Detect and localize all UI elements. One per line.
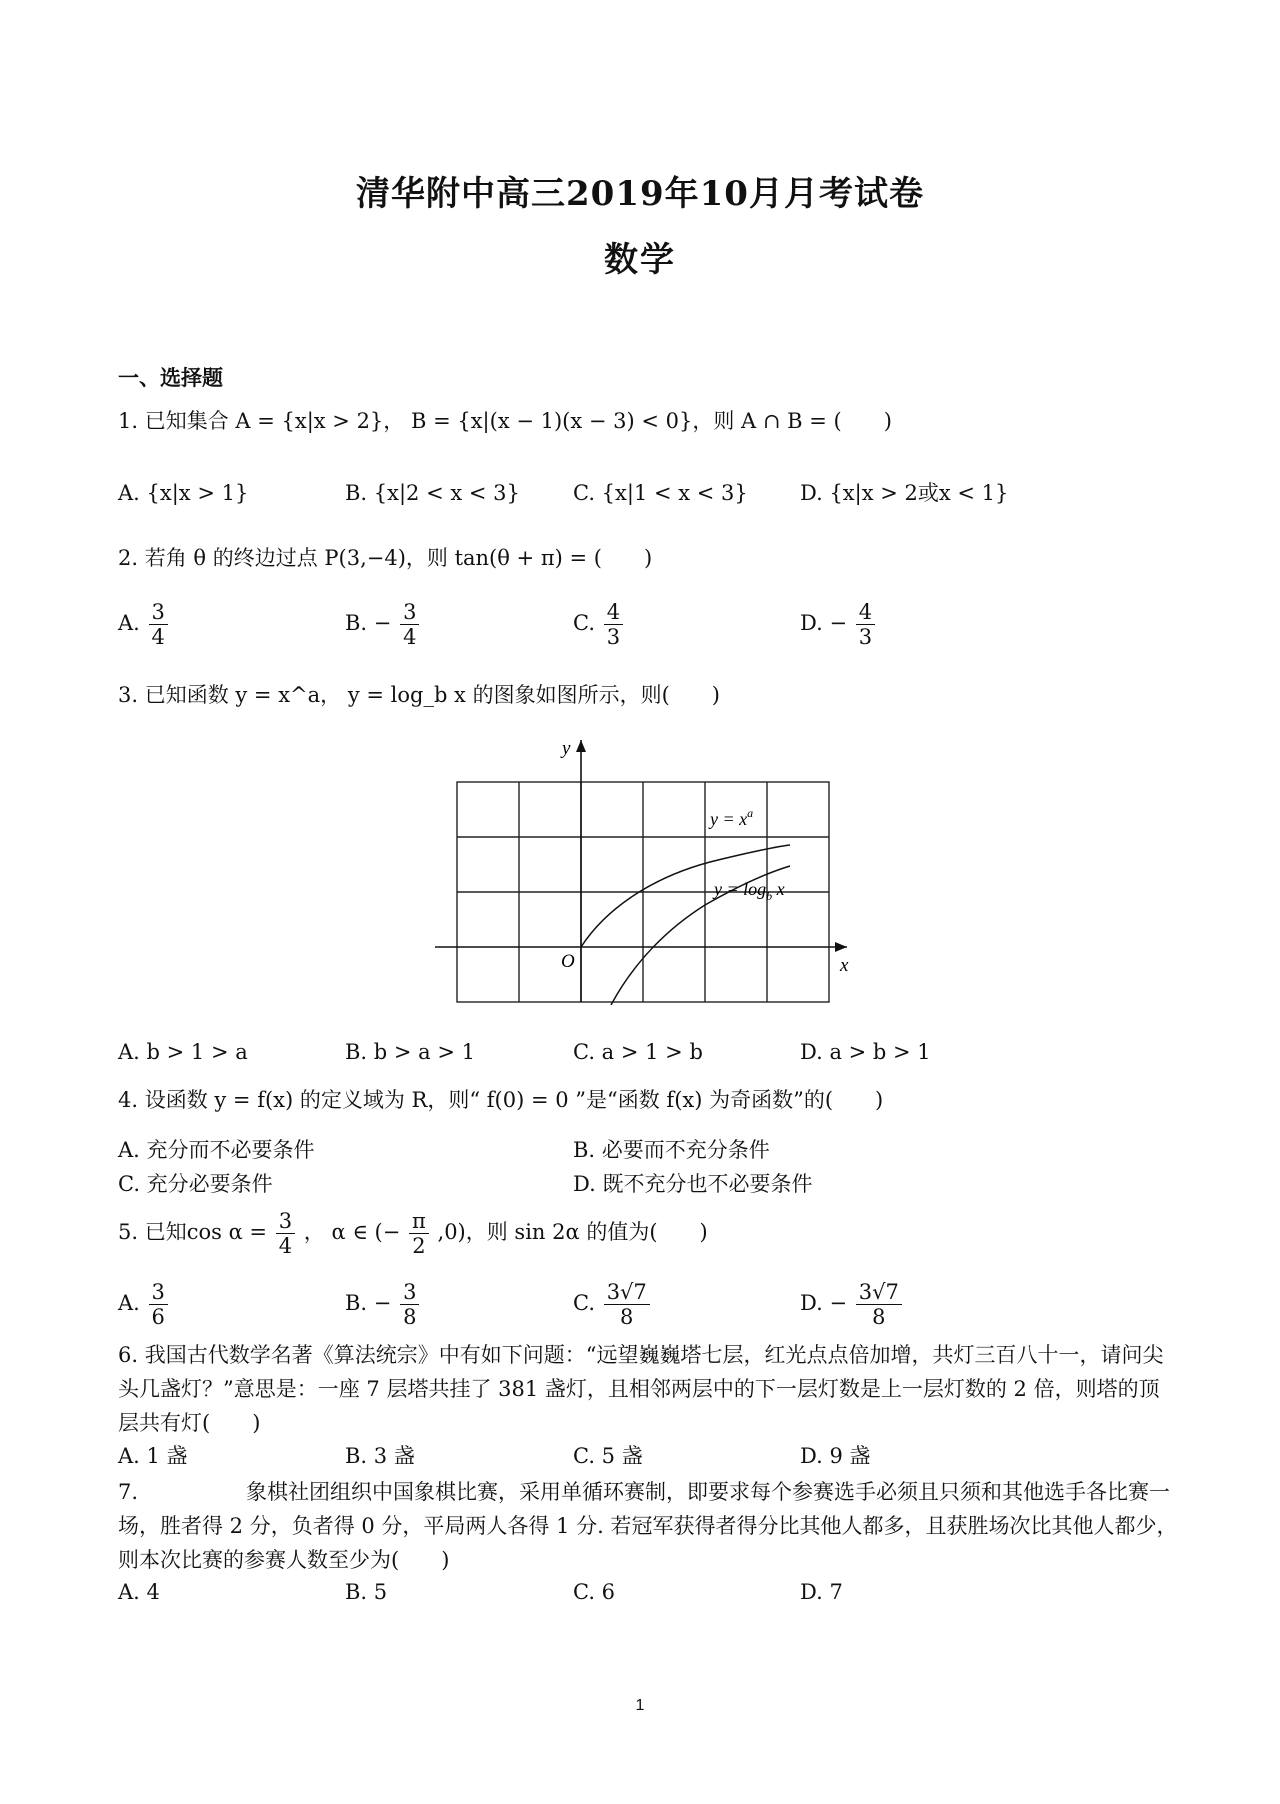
numerator: 3 [149, 1280, 168, 1305]
curve2-text: y = log [714, 879, 767, 899]
q6-option-d: D. 9 盏 [800, 1444, 871, 1468]
page-number: 1 [635, 1697, 645, 1714]
q7-option-c: C. 6 [573, 1580, 616, 1604]
denominator: 4 [278, 1234, 293, 1258]
x-axis-arrow-icon [835, 942, 847, 952]
fraction [400, 1280, 419, 1329]
denominator: 8 [403, 1305, 417, 1329]
option-label: C. [573, 1291, 595, 1315]
q4-option-d: D. 既不充分也不必要条件 [573, 1172, 813, 1196]
denominator: 3 [858, 625, 873, 649]
q4-option-c: C. 充分必要条件 [118, 1172, 273, 1196]
q5-option-b [345, 1280, 421, 1329]
origin-label: O [561, 951, 575, 972]
q3-option-a: A. b > 1 > a [118, 1040, 248, 1064]
q3-option-c: C. a > 1 > b [573, 1040, 703, 1064]
fraction [856, 600, 875, 649]
q5-option-c [573, 1280, 652, 1329]
denominator: 8 [872, 1305, 886, 1329]
fraction [856, 1280, 902, 1329]
q6-option-a: A. 1 盏 [118, 1444, 188, 1468]
numerator: 3√7 [856, 1280, 902, 1305]
q5-stem-pre: 5. 已知cos α = [118, 1220, 268, 1244]
numerator: 3 [276, 1209, 295, 1234]
denominator: 4 [151, 625, 165, 649]
denominator: 2 [412, 1234, 426, 1258]
q3-stem: 3. 已知函数 y = x^a， y = log_b x 的图象如图所示，则( ) [118, 683, 720, 707]
q6-option-b: B. 3 盏 [345, 1444, 415, 1468]
exam-title: 清华附中高三2019年10月月考试卷 [356, 174, 924, 214]
q6-stem: 6. 我国古代数学名著《算法统宗》中有如下问题：“远望巍巍塔七层，红光点点倍加增，共灯三百八十一，请问尖头几盏灯？”意思是：一座 7 层塔共挂了 381 盏灯，且相邻两层中的下一层灯数是上一层灯数的 2 倍，则塔的顶层共有灯( ) [118, 1343, 1164, 1435]
numerator: 3 [400, 600, 419, 625]
option-label: A. [118, 1291, 140, 1315]
q1-stem: 1. 已知集合 A = {x|x > 2}， B = {x|(x − 1)(x − 3) < 0}，则 A ∩ B = ( ) [118, 409, 892, 433]
y-axis-arrow-icon [576, 740, 586, 752]
q2-option-a [118, 600, 170, 649]
q5-stem [118, 1209, 708, 1258]
q7-option-b: B. 5 [345, 1580, 388, 1604]
q7-option-a: A. 4 [118, 1580, 160, 1604]
q1-option-c: C. {x|1 < x < 3} [573, 481, 748, 505]
y-axis-label: y [562, 738, 571, 759]
numerator: 4 [604, 600, 623, 625]
q1-option-a: A. {x|x > 1} [118, 481, 249, 505]
fraction [604, 600, 623, 649]
fraction [149, 1280, 168, 1329]
curve2-tail: x [772, 879, 785, 899]
q7-number: 7. [118, 1480, 139, 1504]
q5-stem-mid: ， α ∈ (− [303, 1220, 401, 1244]
q2-stem: 2. 若角 θ 的终边过点 P(3,−4)，则 tan(θ + π) = ( ) [118, 546, 653, 570]
q1-option-d: D. {x|x > 2或x < 1} [800, 481, 1009, 505]
q7-stem [118, 1475, 1178, 1577]
curve1-text: y = x [710, 809, 748, 829]
fraction [276, 1209, 295, 1258]
fraction [400, 600, 419, 649]
fraction [604, 1280, 650, 1329]
q1-option-b: B. {x|2 < x < 3} [345, 481, 520, 505]
option-label: C. [573, 611, 595, 635]
option-label: A. [118, 611, 140, 635]
x-axis-label: x [840, 955, 849, 976]
option-label: B. − [345, 1291, 392, 1315]
q2-option-c [573, 600, 625, 649]
curve1-exponent: a [747, 806, 754, 820]
option-label: D. − [800, 1291, 848, 1315]
numerator: 3 [149, 600, 168, 625]
denominator: 3 [606, 625, 621, 649]
q3-option-d: D. a > b > 1 [800, 1040, 931, 1064]
q7-text: 象棋社团组织中国象棋比赛，采用单循环赛制，即要求每个参赛选手必须且只须和其他选手各比赛一场，胜者得 2 分，负者得 0 分，平局两人各得 1 分. 若冠军获得者得分比其他人都多，且获胜场次比其他人都少，则本次比赛的参赛人数至少为( ) [118, 1480, 1178, 1572]
denominator: 8 [620, 1305, 634, 1329]
function-graph [430, 735, 870, 1005]
exam-subject: 数学 [604, 240, 676, 280]
curve2-base: b [766, 889, 773, 903]
q5-option-a [118, 1280, 170, 1329]
denominator: 4 [403, 625, 417, 649]
power-curve-label [708, 806, 753, 829]
log-curve-label [712, 879, 785, 903]
denominator: 6 [151, 1305, 165, 1329]
numerator: π [409, 1209, 429, 1234]
fraction [409, 1209, 429, 1258]
numerator: 4 [856, 600, 875, 625]
fraction [149, 600, 168, 649]
q5-option-d [800, 1280, 904, 1329]
q4-option-b: B. 必要而不充分条件 [573, 1138, 770, 1162]
q5-stem-post: ,0)，则 sin 2α 的值为( ) [437, 1220, 708, 1244]
q7-option-d: D. 7 [800, 1580, 843, 1604]
axes [435, 740, 847, 1002]
q2-option-d [800, 600, 877, 649]
numerator: 3√7 [604, 1280, 650, 1305]
q6-option-c: C. 5 盏 [573, 1444, 643, 1468]
option-label: B. − [345, 611, 392, 635]
q3-option-b: B. b > a > 1 [345, 1040, 475, 1064]
q2-option-b [345, 600, 421, 649]
q4-stem: 4. 设函数 y = f(x) 的定义域为 R，则“ f(0) = 0 ”是“函数 f(x) 为奇函数”的( ) [118, 1088, 884, 1112]
q4-option-a: A. 充分而不必要条件 [118, 1138, 315, 1162]
section-heading: 一、选择题 [118, 365, 223, 390]
numerator: 3 [400, 1280, 419, 1305]
option-label: D. − [800, 611, 848, 635]
